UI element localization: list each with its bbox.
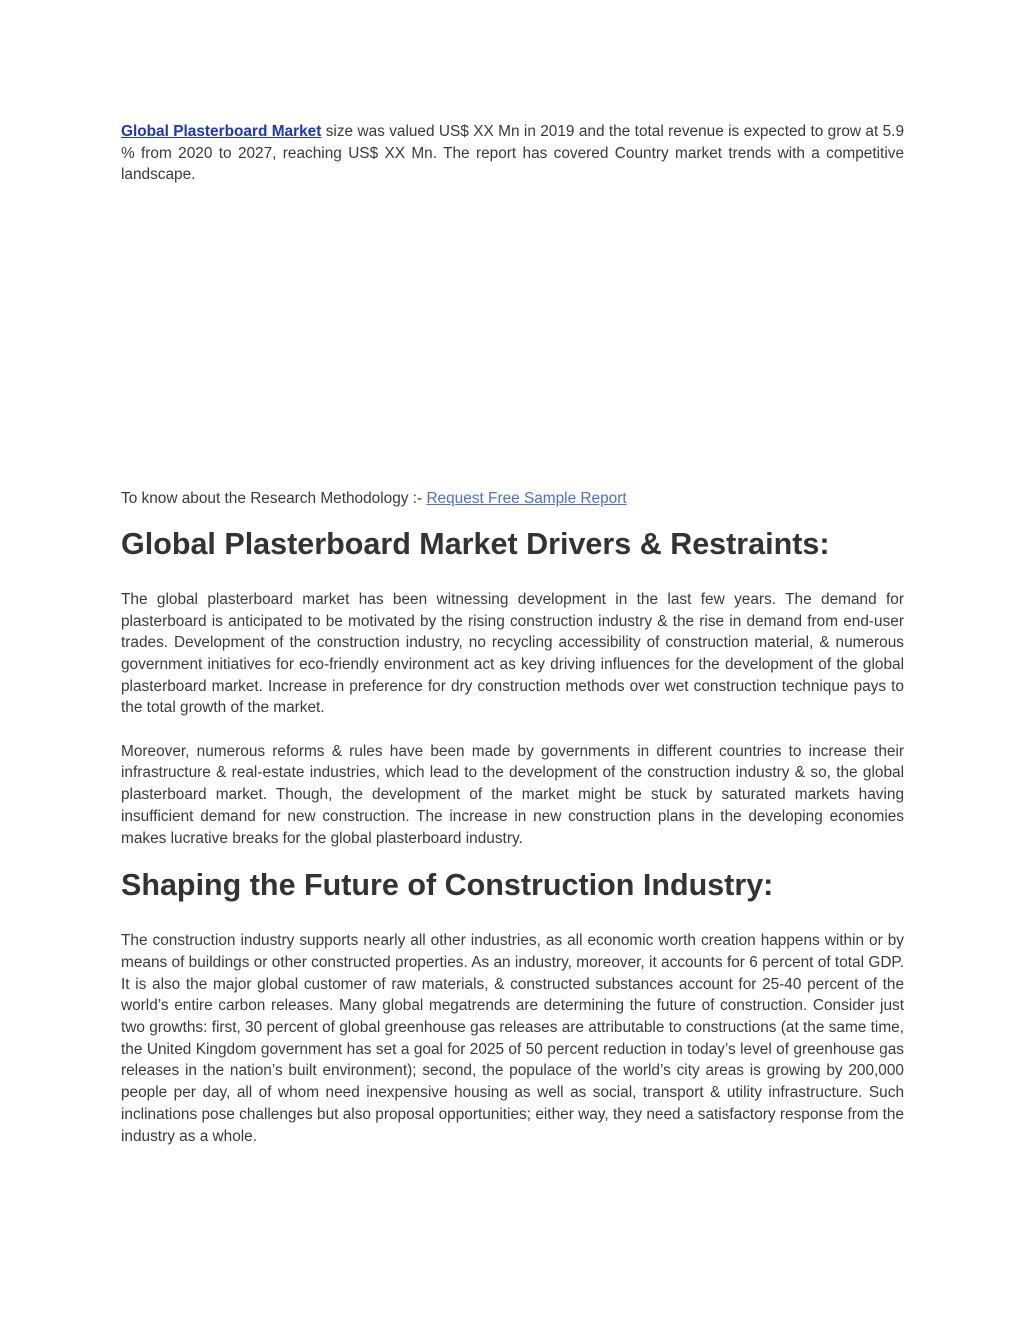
drivers-restraints-heading: Global Plasterboard Market Drivers & Restraints: bbox=[121, 526, 830, 561]
future-paragraph-1: The construction industry supports nearly all other industries, as all economic worth creation happens within or by means of buildings or other constructed properties. As an industry, moreover, it accounts for 6 percent of total GDP. It is also the major global customer of raw materials, & constructed substances account for 25-40 percent of the world’s entire carbon releases. Many global megatrends are determining the future of construction. Consider just two growths: first, 30 percent of global greenhouse gas releases are attributable to constructions (at the same time, the United Kingdom government has set a goal for 2025 of 50 percent reduction in today’s level of greenhouse gas releases in the nation’s built environment); second, the populace of the world’s city areas is growing by 200,000 people per day, all of whom need inexpensive housing as well as social, transport & utility infrastructure. Such inclinations pose challenges but also proposal opportunities; either way, they need a satisfactory response from the industry as a whole. bbox=[121, 932, 904, 1145]
future-construction-heading: Shaping the Future of Construction Industry: bbox=[121, 868, 774, 903]
intro-paragraph bbox=[121, 121, 904, 186]
blank-figure-area bbox=[121, 186, 904, 488]
drivers-paragraph-2: Moreover, numerous reforms & rules have been made by governments in different countries to increase their infrastructure & real-estate industries, which lead to the development of the construction industry & so, the global plasterboard market. Though, the development of the market might be stuck by saturated markets having insufficient demand for new construction. The increase in new construction plans in the developing economies makes lucrative breaks for the global plasterboard industry. bbox=[121, 742, 904, 847]
methodology-prefix: To know about the Research Methodology :- bbox=[121, 490, 427, 508]
request-free-sample-report-link[interactable]: Request Free Sample Report bbox=[426, 490, 627, 508]
methodology-line bbox=[121, 488, 904, 510]
drivers-paragraph-1: The global plasterboard market has been witnessing development in the last few years. The demand for plasterboard is anticipated to be motivated by the rising construction industry & the rise in demand from end-user trades. Development of the construction industry, no recycling accessibility of construction material, & numerous government initiatives for eco-friendly environment act as key driving influences for the development of the global plasterboard market. Increase in preference for dry construction methods over wet construction technique pays to the total growth of the market. bbox=[121, 590, 904, 717]
intro-text: size was valued US$ XX Mn in 2019 and the total revenue is expected to grow at 5.9 % from 2020 to 2027, reaching US$ XX Mn. The report has covered Country market trends with a competitive landscape. bbox=[121, 123, 905, 184]
document-page bbox=[121, 121, 904, 1147]
global-plasterboard-market-link[interactable]: Global Plasterboard Market bbox=[121, 123, 322, 140]
